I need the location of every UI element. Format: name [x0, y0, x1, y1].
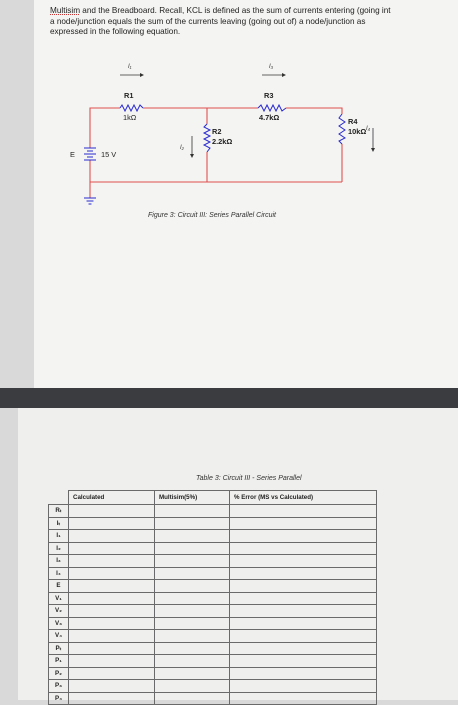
r4-name-label: R4: [348, 117, 358, 126]
r1-name-label: R1: [124, 91, 134, 100]
percent-error-cell[interactable]: [230, 692, 377, 705]
row-label: I₄: [49, 567, 69, 580]
percent-error-cell[interactable]: [230, 605, 377, 618]
header-multisim: Multisim(5%): [155, 491, 230, 505]
intro-line-3: expressed in the following equation.: [50, 27, 181, 37]
multisim-cell[interactable]: [155, 517, 230, 530]
row-label: P₂: [49, 667, 69, 680]
table-row: [49, 567, 377, 580]
multisim-cell[interactable]: [155, 667, 230, 680]
header-percent-error: % Error (MS vs Calculated): [230, 491, 377, 505]
row-label: P₄: [49, 692, 69, 705]
calculated-cell[interactable]: [69, 617, 155, 630]
r4-resistor-symbol: [339, 114, 345, 144]
i2-label: I₂: [180, 145, 184, 151]
r3-name-label: R3: [264, 91, 274, 100]
multisim-cell[interactable]: [155, 505, 230, 518]
multisim-cell[interactable]: [155, 617, 230, 630]
i3-label: I₃: [269, 64, 274, 70]
table-caption: Table 3: Circuit III - Series Parallel: [196, 475, 302, 482]
r4-value-label: 10kΩ: [348, 127, 367, 136]
percent-error-cell[interactable]: [230, 667, 377, 680]
table-row: [49, 592, 377, 605]
calculated-cell[interactable]: [69, 630, 155, 643]
wire-r3-to-r4: [286, 108, 342, 114]
table-row: [49, 505, 377, 518]
i4-label: I₄: [366, 126, 371, 132]
multisim-cell[interactable]: [155, 555, 230, 568]
table-row: [49, 617, 377, 630]
row-label: P₃: [49, 680, 69, 693]
table-row: [49, 655, 377, 668]
calculated-cell[interactable]: [69, 592, 155, 605]
percent-error-cell[interactable]: [230, 517, 377, 530]
table-row: [49, 692, 377, 705]
multisim-cell[interactable]: [155, 680, 230, 693]
percent-error-cell[interactable]: [230, 555, 377, 568]
percent-error-cell[interactable]: [230, 567, 377, 580]
calculated-cell[interactable]: [69, 580, 155, 593]
multisim-cell[interactable]: [155, 630, 230, 643]
multisim-cell[interactable]: [155, 580, 230, 593]
percent-error-cell[interactable]: [230, 655, 377, 668]
calculated-cell[interactable]: [69, 505, 155, 518]
calculated-cell[interactable]: [69, 517, 155, 530]
table-row: [49, 630, 377, 643]
row-label: V₃: [49, 617, 69, 630]
intro-line-2: a node/junction equals the sum of the currents leaving (going out of) a node/junction as: [50, 16, 366, 26]
table-row: [49, 667, 377, 680]
table-row: [49, 605, 377, 618]
multisim-cell[interactable]: [155, 642, 230, 655]
row-label: Iₜ: [49, 517, 69, 530]
multisim-cell[interactable]: [155, 542, 230, 555]
percent-error-cell[interactable]: [230, 642, 377, 655]
row-label: V₁: [49, 592, 69, 605]
multisim-cell[interactable]: [155, 592, 230, 605]
calculated-cell[interactable]: [69, 680, 155, 693]
row-label: I₁: [49, 530, 69, 543]
calculated-cell[interactable]: [69, 567, 155, 580]
source-name-label: E: [70, 150, 75, 159]
calculated-cell[interactable]: [69, 542, 155, 555]
r1-value-label: 1kΩ: [123, 113, 137, 122]
intro-word-multisim: Multisim: [50, 6, 81, 15]
table-row: [49, 555, 377, 568]
row-label: V₂: [49, 605, 69, 618]
multisim-cell[interactable]: [155, 605, 230, 618]
battery-symbol: [84, 148, 96, 160]
results-table: [48, 490, 377, 705]
r2-resistor-symbol: [204, 124, 210, 152]
wire-top-left: [90, 108, 120, 148]
figure-caption: Figure 3: Circuit III: Series Parallel Circuit: [148, 212, 276, 219]
row-label: Rₜ: [49, 505, 69, 518]
row-label: I₂: [49, 542, 69, 555]
i1-label: I₁: [128, 64, 132, 70]
calculated-cell[interactable]: [69, 605, 155, 618]
multisim-cell[interactable]: [155, 530, 230, 543]
source-value-label: 15 V: [101, 150, 117, 159]
percent-error-cell[interactable]: [230, 542, 377, 555]
table-row: [49, 580, 377, 593]
row-label: E: [49, 580, 69, 593]
r2-name-label: R2: [212, 127, 222, 136]
percent-error-cell[interactable]: [230, 580, 377, 593]
row-label: Pₜ: [49, 642, 69, 655]
r3-resistor-symbol: [258, 105, 286, 111]
table-row: [49, 680, 377, 693]
calculated-cell[interactable]: [69, 555, 155, 568]
calculated-cell[interactable]: [69, 642, 155, 655]
header-calculated: Calculated: [69, 491, 155, 505]
table-corner-cell: [49, 491, 69, 505]
r1-resistor-symbol: [120, 105, 143, 111]
multisim-cell[interactable]: [155, 692, 230, 705]
calculated-cell[interactable]: [69, 655, 155, 668]
table-header-row: [49, 491, 377, 505]
row-label: I₃: [49, 555, 69, 568]
current-arrows: [120, 73, 375, 158]
table-row: [49, 530, 377, 543]
table-row: [49, 642, 377, 655]
table-row: [49, 542, 377, 555]
calculated-cell[interactable]: [69, 530, 155, 543]
percent-error-cell[interactable]: [230, 505, 377, 518]
multisim-cell[interactable]: [155, 655, 230, 668]
percent-error-cell[interactable]: [230, 617, 377, 630]
percent-error-cell[interactable]: [230, 680, 377, 693]
calculated-cell[interactable]: [69, 692, 155, 705]
calculated-cell[interactable]: [69, 667, 155, 680]
multisim-cell[interactable]: [155, 567, 230, 580]
r3-value-label: 4.7kΩ: [259, 113, 280, 122]
intro-line-1: and the Breadboard. Recall, KCL is defined as the sum of currents entering (going int: [80, 6, 391, 15]
percent-error-cell[interactable]: [230, 530, 377, 543]
ground-symbol: [84, 198, 96, 204]
row-label: P₁: [49, 655, 69, 668]
table-row: [49, 517, 377, 530]
percent-error-cell[interactable]: [230, 592, 377, 605]
r2-value-label: 2.2kΩ: [212, 137, 233, 146]
row-label: V₄: [49, 630, 69, 643]
percent-error-cell[interactable]: [230, 630, 377, 643]
